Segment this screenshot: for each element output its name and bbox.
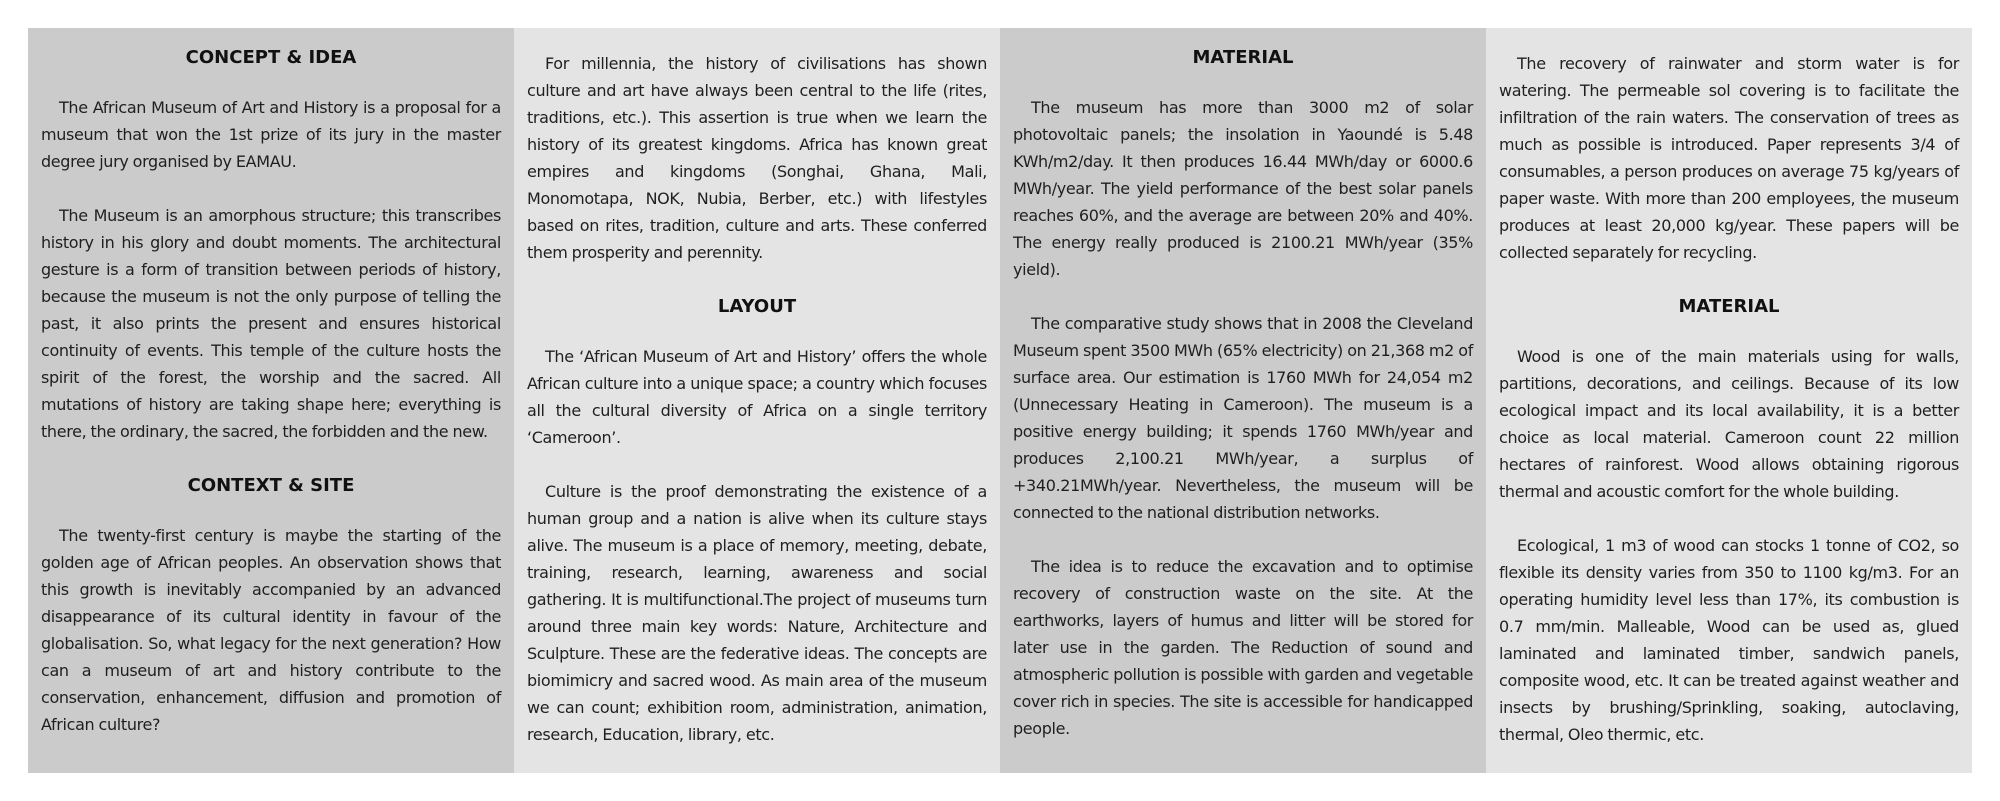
column-history-layout xyxy=(514,28,1000,773)
paragraph-museum-proposal: The African Museum of Art and History is a proposal for a museum that won the 1st prize of its jury in the master degree jury organised by EAMAU. xyxy=(41,98,501,171)
paragraph-ecological-wood: Ecological, 1 m3 of wood can stocks 1 tonne of CO2, so flexible its density varies from 350 to 1100 kg/m3. For an operating humidity level less than 17%, its combustion is 0.7 mm/min. Malleable, Wood can be used as, glued laminated and laminated timber, sandwich panels, composite wood, etc. It can be treated against weather and insects by brushing/Sprinkling, soaking, autoclaving, thermal, Oleo thermic, etc. xyxy=(1499,536,1959,744)
heading-context-site: CONTEXT & SITE xyxy=(187,475,355,496)
column-concept-context xyxy=(28,28,514,773)
heading-concept-idea: CONCEPT & IDEA xyxy=(185,47,357,68)
text-panel-board xyxy=(28,28,1972,773)
heading-material-wood: MATERIAL xyxy=(1678,296,1780,317)
paragraph-comparative-study: The comparative study shows that in 2008 the Cleveland Museum spent 3500 MWh (65% electricity) on 21,368 m2 of surface area. Our estimation is 1760 MWh for 24,054 m2 (Unnecessary Heating in Cameroon). The museum is a positive energy building; it spends 1760 MWh/year and produces 2,100.21 MWh/year, a surplus of +340.21MWh/year. Nevertheless, the museum will be connected to the national distribution networks. xyxy=(1013,314,1473,522)
paragraph-amorphous-structure: The Museum is an amorphous structure; this transcribes history in his glory and doubt moments. The architectural gesture is a form of transition between periods of history, because the museum is not the only purpose of telling the past, it also prints the present and ensures historical continuity of events. This temple of the culture hosts the spirit of the forest, the worship and the sacred. All mutations of history are taking shape here; everything is there, the ordinary, the sacred, the forbidden and the new. xyxy=(41,206,501,441)
paragraph-history-of-civilisations: For millennia, the history of civilisations has shown culture and art have always been central to the life (rites, traditions, etc.). This assertion is true when we learn the history of its greatest kingdoms. Africa has known great empires and kingdoms (Songhai, Ghana, Mali, Monomotapa, NOK, Nubia, Berber, etc.) with lifestyles based on rites, tradition, culture and arts. These conferred them prosperity and perennity. xyxy=(527,54,987,262)
paragraph-wood-materials: Wood is one of the main materials using for walls, partitions, decorations, and ceilings. Because of its low ecological impact and its local availability, it is a better choice as local material. Cameroon count 22 million hectares of rainforest. Wood allows obtaining rigorous thermal and acoustic comfort for the whole building. xyxy=(1499,347,1959,501)
column-material-energy xyxy=(1000,28,1486,773)
paragraph-solar-panels: The museum has more than 3000 m2 of solar photovoltaic panels; the insolation in Yaoundé is 5.48 KWh/m2/day. It then produces 16.44 MWh/day or 6000.6 MWh/year. The yield performance of the best solar panels reaches 60%, and the average are between 20% and 40%. The energy really produced is 2100.21 MWh/year (35% yield). xyxy=(1013,98,1473,279)
paragraph-twenty-first-century: The twenty-first century is maybe the starting of the golden age of African peoples. An observation shows that this growth is inevitably accompanied by an advanced disappearance of its cultural identity in favour of the globalisation. So, what legacy for the next generation? How can a museum of art and history contribute to the conservation, enhancement, diffusion and promotion of African culture? xyxy=(41,526,501,734)
paragraph-rainwater-recovery: The recovery of rainwater and storm water is for watering. The permeable sol covering is to facilitate the infiltration of the rain waters. The conservation of trees as much as possible is introduced. Paper represents 3/4 of consumables, a person produces on average 75 kg/years of paper waste. With more than 200 employees, the museum produces at least 20,000 kg/year. These papers will be collected separately for recycling. xyxy=(1499,54,1959,262)
column-water-wood xyxy=(1486,28,1972,773)
heading-layout: LAYOUT xyxy=(717,296,797,317)
paragraph-excavation-waste: The idea is to reduce the excavation and to optimise recovery of construction waste on the site. At the earthworks, layers of humus and litter will be stored for later use in the garden. The Reduction of sound and atmospheric pollution is possible with garden and vegetable cover rich in species. The site is accessible for handicapped people. xyxy=(1013,557,1473,738)
heading-material: MATERIAL xyxy=(1192,47,1294,68)
paragraph-unique-space: The ‘African Museum of Art and History’ offers the whole African culture into a unique space; a country which focuses all the cultural diversity of Africa on a single territory ‘Cameroon’. xyxy=(527,347,987,447)
paragraph-culture-proof: Culture is the proof demonstrating the existence of a human group and a nation is alive when its culture stays alive. The museum is a place of memory, meeting, debate, training, research, learning, awareness and social gathering. It is multifunctional.The project of museums turn around three main key words: Nature, Architecture and Sculpture. These are the federative ideas. The concepts are biomimicry and sacred wood. As main area of the museum we can count; exhibition room, administration, animation, research, Education, library, etc. xyxy=(527,482,987,744)
